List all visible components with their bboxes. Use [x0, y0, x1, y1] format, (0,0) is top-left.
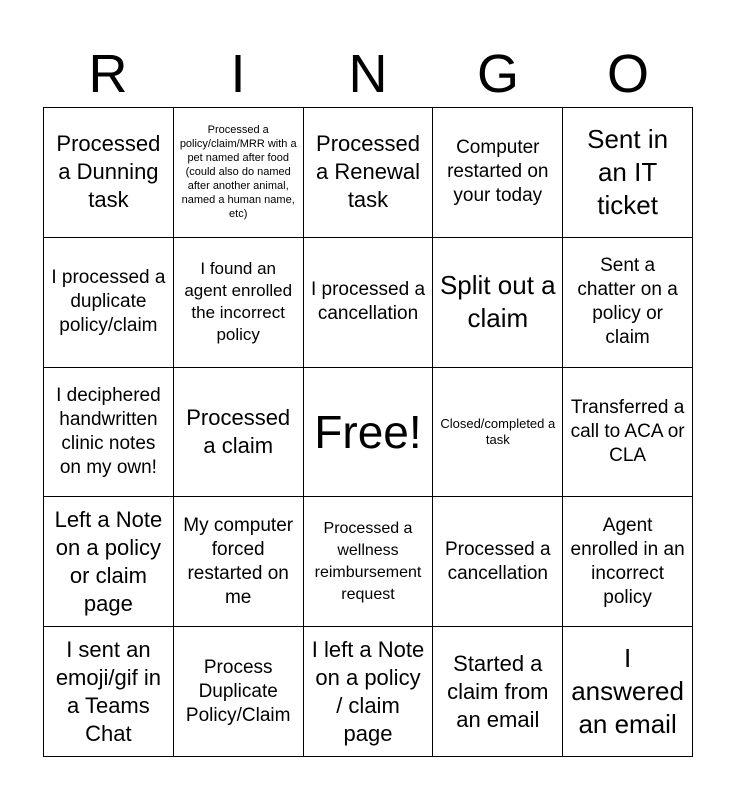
bingo-cell[interactable] [44, 368, 174, 498]
cell-text: Computer restarted on your today [447, 137, 549, 207]
bingo-cell[interactable] [174, 108, 304, 238]
cell-text: Split out a claim [439, 270, 556, 334]
bingo-cell[interactable] [304, 497, 434, 627]
cell-text: I answered an email [571, 643, 684, 740]
bingo-cell[interactable] [433, 497, 563, 627]
cell-text: Processed a wellness reimbursement request [314, 519, 422, 603]
cell-text: I processed a duplicate policy/claim [51, 267, 166, 337]
bingo-cell[interactable] [304, 108, 434, 238]
header-letter-o: O [606, 44, 649, 104]
bingo-cell[interactable] [174, 497, 304, 627]
cell-text: Processed a policy/claim/MRR with a pet named after food (could also do named after another animal, named a human name, etc) [179, 124, 297, 221]
bingo-cell[interactable] [433, 238, 563, 368]
cell-text: Processed a cancellation [444, 538, 551, 584]
cell-text: I processed a cancellation [310, 279, 426, 325]
bingo-cell[interactable] [563, 238, 693, 368]
cell-text: Sent a chatter on a policy or claim [577, 255, 678, 349]
bingo-cell[interactable] [174, 238, 304, 368]
bingo-cell[interactable] [44, 627, 174, 757]
cell-text: Processed a Dunning task [56, 131, 161, 213]
header-letter-g: G [476, 44, 519, 104]
bingo-cell[interactable] [44, 108, 174, 238]
bingo-cell[interactable] [174, 368, 304, 498]
bingo-cell[interactable] [304, 627, 434, 757]
cell-text: Process Duplicate Policy/Claim [185, 656, 291, 726]
bingo-cell[interactable] [563, 368, 693, 498]
bingo-cell[interactable] [433, 108, 563, 238]
cell-text: I found an agent enrolled the incorrect policy [184, 259, 293, 345]
bingo-cell[interactable] [563, 108, 693, 238]
bingo-cell[interactable] [44, 238, 174, 368]
bingo-cell[interactable] [174, 627, 304, 757]
header-letter-i: I [230, 44, 246, 104]
cell-text: Processed a Renewal task [316, 131, 420, 213]
bingo-cell[interactable] [563, 627, 693, 757]
bingo-cell[interactable] [44, 497, 174, 627]
cell-text: Sent in an IT ticket [587, 123, 669, 220]
cell-text: Left a Note on a policy or claim page [54, 506, 163, 616]
cell-text: Processed a claim [186, 404, 291, 458]
bingo-cell[interactable] [304, 238, 434, 368]
cell-text: My computer forced restarted on me [183, 514, 294, 608]
cell-text: I sent an emoji/gif in a Teams Chat [55, 636, 161, 746]
bingo-board [43, 107, 693, 757]
bingo-cell[interactable] [563, 497, 693, 627]
free-space[interactable] [304, 368, 434, 498]
cell-text: I deciphered handwritten clinic notes on my own! [56, 384, 161, 478]
bingo-cell[interactable] [433, 368, 563, 498]
header-letter-r: R [88, 44, 128, 104]
bingo-header [43, 40, 693, 108]
free-space-text: Free! [314, 405, 422, 458]
cell-text: Started a claim from an email [447, 650, 549, 732]
cell-text: Agent enrolled in an incorrect policy [570, 514, 685, 608]
cell-text: I left a Note on a policy / claim page [311, 636, 425, 746]
cell-text: Closed/completed a task [440, 415, 556, 447]
bingo-cell[interactable] [433, 627, 563, 757]
header-letter-n: N [348, 44, 388, 104]
cell-text: Transferred a call to ACA or CLA [570, 396, 685, 466]
